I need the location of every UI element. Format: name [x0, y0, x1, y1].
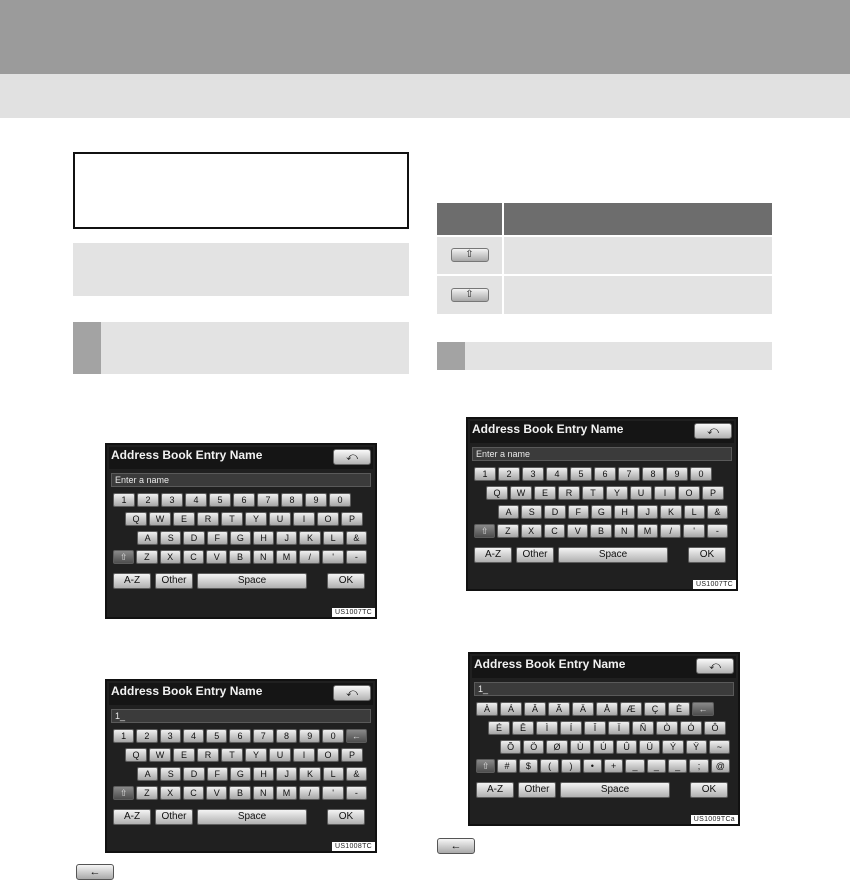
key-button[interactable]: 2	[137, 493, 159, 507]
key-button[interactable]: X	[160, 550, 181, 564]
key-button[interactable]: 4	[183, 729, 204, 743]
key-button[interactable]: I	[654, 486, 676, 500]
key-button[interactable]: +	[604, 759, 623, 773]
key-button[interactable]: 0	[322, 729, 343, 743]
image-code: US1007TC	[693, 580, 736, 589]
key-button[interactable]: K	[660, 505, 681, 519]
key-button[interactable]: 6	[229, 729, 250, 743]
key-button[interactable]: 7	[257, 493, 279, 507]
az-button[interactable]: A-Z	[113, 809, 151, 825]
key-button[interactable]: 6	[594, 467, 616, 481]
key-button[interactable]: M	[276, 786, 297, 800]
key-button[interactable]: Ì	[536, 721, 558, 735]
table-cell	[503, 275, 772, 314]
key-button[interactable]: L	[323, 767, 344, 781]
key-button[interactable]: 9	[299, 729, 320, 743]
key-button[interactable]: 1	[113, 729, 134, 743]
other-button[interactable]: Other	[155, 573, 193, 589]
space-button[interactable]: Space	[197, 809, 307, 825]
key-button[interactable]: Ø	[546, 740, 567, 754]
key-button[interactable]: -	[346, 786, 367, 800]
key-button[interactable]: 6	[233, 493, 255, 507]
key-button[interactable]: N	[253, 786, 274, 800]
key-button[interactable]: 7	[253, 729, 274, 743]
key-button[interactable]: Ï	[608, 721, 630, 735]
key-button[interactable]: È	[668, 702, 690, 716]
keyboard-screen-1	[105, 443, 377, 619]
screen-title: Address Book Entry Name	[111, 448, 263, 462]
backspace-key[interactable]: ←	[692, 702, 714, 716]
key-button[interactable]: 8	[281, 493, 303, 507]
shift-key[interactable]: ⇧	[113, 550, 134, 564]
image-code: US1007TC	[332, 608, 375, 617]
key-button[interactable]: _	[647, 759, 666, 773]
other-button[interactable]: Other	[518, 782, 556, 798]
key-button[interactable]: F	[568, 505, 589, 519]
key-button[interactable]: Â	[524, 702, 546, 716]
key-button[interactable]: Z	[136, 786, 157, 800]
key-button[interactable]: N	[253, 550, 274, 564]
key-button[interactable]: U	[630, 486, 652, 500]
key-button[interactable]: W	[510, 486, 532, 500]
table-header-cell	[503, 203, 772, 236]
key-button[interactable]: B	[229, 550, 250, 564]
name-input[interactable]: Enter a name	[472, 447, 732, 461]
back-button[interactable]: ⤺	[694, 423, 732, 439]
screen-title: Address Book Entry Name	[474, 657, 626, 671]
key-button[interactable]: S	[521, 505, 542, 519]
table-header-row	[437, 203, 772, 236]
key-button[interactable]: A	[137, 531, 158, 545]
key-button[interactable]: 5	[206, 729, 227, 743]
key-button[interactable]: É	[488, 721, 510, 735]
space-button[interactable]: Space	[560, 782, 670, 798]
key-button[interactable]: S	[160, 767, 181, 781]
name-input[interactable]: 1_	[474, 682, 734, 696]
other-button[interactable]: Other	[516, 547, 554, 563]
key-button[interactable]: '	[683, 524, 704, 538]
backspace-key[interactable]: ←	[346, 729, 367, 743]
key-button[interactable]: T	[582, 486, 604, 500]
shift-key[interactable]: ⇧	[474, 524, 495, 538]
icon-table	[437, 203, 772, 314]
key-button[interactable]: 2	[498, 467, 520, 481]
ok-button[interactable]: OK	[690, 782, 728, 798]
key-button[interactable]: X	[160, 786, 181, 800]
key-button[interactable]: Ó	[680, 721, 702, 735]
key-button[interactable]: L	[684, 505, 705, 519]
key-button[interactable]: Q	[486, 486, 508, 500]
key-button[interactable]: H	[614, 505, 635, 519]
key-button[interactable]: I	[293, 748, 315, 762]
step-bar-left	[73, 322, 409, 374]
key-button[interactable]: P	[702, 486, 724, 500]
screen-title: Address Book Entry Name	[111, 684, 263, 698]
key-button[interactable]: E	[173, 512, 195, 526]
key-button[interactable]: Ú	[593, 740, 614, 754]
table-header-cell	[437, 203, 503, 236]
key-button[interactable]: U	[269, 748, 291, 762]
key-button[interactable]: Õ	[500, 740, 521, 754]
key-button[interactable]: Ÿ	[686, 740, 707, 754]
key-button[interactable]: G	[230, 767, 251, 781]
key-button[interactable]: P	[341, 512, 363, 526]
az-button[interactable]: A-Z	[474, 547, 512, 563]
header-bar	[0, 0, 850, 74]
key-button[interactable]: A	[137, 767, 158, 781]
key-button[interactable]: Ü	[639, 740, 660, 754]
keyboard-screen-2	[105, 679, 377, 853]
key-button[interactable]: ;	[689, 759, 708, 773]
key-button[interactable]: I	[293, 512, 315, 526]
step-tab	[73, 322, 101, 374]
key-button[interactable]: R	[197, 748, 219, 762]
key-button[interactable]: P	[341, 748, 363, 762]
key-button[interactable]: Ö	[523, 740, 544, 754]
key-button[interactable]: J	[637, 505, 658, 519]
name-input[interactable]: 1_	[111, 709, 371, 723]
key-button[interactable]: W	[149, 512, 171, 526]
back-button[interactable]: ⤺	[333, 685, 371, 701]
key-button[interactable]: #	[497, 759, 516, 773]
key-button[interactable]: 8	[642, 467, 664, 481]
az-button[interactable]: A-Z	[113, 573, 151, 589]
key-button[interactable]: G	[591, 505, 612, 519]
ok-button[interactable]: OK	[327, 573, 365, 589]
key-button[interactable]: )	[561, 759, 580, 773]
key-button[interactable]: 0	[329, 493, 351, 507]
key-button[interactable]: Ê	[512, 721, 534, 735]
image-code: US1009TCa	[691, 815, 738, 824]
step-tab	[437, 342, 465, 370]
key-button[interactable]: Á	[500, 702, 522, 716]
ok-button[interactable]: OK	[327, 809, 365, 825]
key-button[interactable]: B	[229, 786, 250, 800]
space-button[interactable]: Space	[197, 573, 307, 589]
key-button[interactable]: G	[230, 531, 251, 545]
key-button[interactable]: '	[322, 550, 343, 564]
key-button[interactable]: Í	[560, 721, 582, 735]
key-button[interactable]: H	[253, 767, 274, 781]
key-button[interactable]: Q	[125, 748, 147, 762]
key-button[interactable]: D	[183, 767, 204, 781]
key-button[interactable]: Z	[136, 550, 157, 564]
screen-title: Address Book Entry Name	[472, 422, 624, 436]
key-button[interactable]: 9	[305, 493, 327, 507]
key-button[interactable]: A	[498, 505, 519, 519]
key-button[interactable]: Ä	[572, 702, 594, 716]
key-button[interactable]: J	[276, 767, 297, 781]
key-button[interactable]: K	[299, 531, 320, 545]
key-button[interactable]: L	[323, 531, 344, 545]
key-button[interactable]: C	[544, 524, 565, 538]
subheader-bar	[0, 74, 850, 118]
key-button[interactable]: /	[660, 524, 681, 538]
key-button[interactable]: &	[346, 531, 367, 545]
key-button[interactable]: Ñ	[632, 721, 654, 735]
key-button[interactable]: C	[183, 550, 204, 564]
key-button[interactable]: Y	[606, 486, 628, 500]
key-button[interactable]: &	[707, 505, 728, 519]
key-button[interactable]: Ý	[662, 740, 683, 754]
name-input[interactable]: Enter a name	[111, 473, 371, 487]
key-button[interactable]: V	[206, 550, 227, 564]
key-button[interactable]: R	[558, 486, 580, 500]
key-button[interactable]: 1	[113, 493, 135, 507]
key-button[interactable]: /	[299, 786, 320, 800]
key-button[interactable]: Ò	[656, 721, 678, 735]
outlined-box	[73, 152, 409, 229]
key-button[interactable]: R	[197, 512, 219, 526]
key-button[interactable]: 3	[161, 493, 183, 507]
shift-icon: ⇧	[451, 288, 489, 302]
keyboard-screen-4	[468, 652, 740, 826]
key-button[interactable]: E	[173, 748, 195, 762]
shift-key[interactable]: ⇧	[113, 786, 134, 800]
table-row	[437, 275, 772, 314]
key-button[interactable]: 3	[160, 729, 181, 743]
key-button[interactable]: 5	[209, 493, 231, 507]
key-button[interactable]: S	[160, 531, 181, 545]
image-code: US1008TC	[332, 842, 375, 851]
key-button[interactable]: Ù	[570, 740, 591, 754]
key-button[interactable]: '	[322, 786, 343, 800]
key-button[interactable]: 0	[690, 467, 712, 481]
key-button[interactable]: H	[253, 531, 274, 545]
key-button[interactable]: J	[276, 531, 297, 545]
key-button[interactable]: ~	[709, 740, 730, 754]
key-button[interactable]: B	[590, 524, 611, 538]
backspace-icon: ←	[76, 864, 114, 880]
key-button[interactable]: D	[544, 505, 565, 519]
key-button[interactable]: F	[207, 531, 228, 545]
key-button[interactable]: Q	[125, 512, 147, 526]
shift-icon: ⇧	[451, 248, 489, 262]
key-button[interactable]: 2	[136, 729, 157, 743]
key-button[interactable]: Å	[596, 702, 618, 716]
table-cell	[437, 236, 503, 275]
key-button[interactable]: V	[567, 524, 588, 538]
table-cell	[503, 236, 772, 275]
key-button[interactable]: 9	[666, 467, 688, 481]
az-button[interactable]: A-Z	[476, 782, 514, 798]
key-button[interactable]: T	[221, 512, 243, 526]
key-button[interactable]: Z	[497, 524, 518, 538]
keyboard-screen-3	[466, 417, 738, 591]
key-button[interactable]: Ç	[644, 702, 666, 716]
key-button[interactable]: O	[678, 486, 700, 500]
key-button[interactable]: W	[149, 748, 171, 762]
key-button[interactable]: T	[221, 748, 243, 762]
back-button[interactable]: ⤺	[696, 658, 734, 674]
key-button[interactable]: 7	[618, 467, 640, 481]
key-button[interactable]: _	[625, 759, 644, 773]
key-button[interactable]: Y	[245, 748, 267, 762]
key-button[interactable]: E	[534, 486, 556, 500]
key-button[interactable]: Ô	[704, 721, 726, 735]
key-button[interactable]: -	[707, 524, 728, 538]
key-button[interactable]: Î	[584, 721, 606, 735]
key-button[interactable]: Û	[616, 740, 637, 754]
key-button[interactable]: O	[317, 748, 339, 762]
key-button[interactable]: 8	[276, 729, 297, 743]
backspace-icon: ←	[437, 838, 475, 854]
key-button[interactable]: F	[207, 767, 228, 781]
key-button[interactable]: Æ	[620, 702, 642, 716]
key-button[interactable]: M	[637, 524, 658, 538]
key-button[interactable]: Y	[245, 512, 267, 526]
space-button[interactable]: Space	[558, 547, 668, 563]
other-button[interactable]: Other	[155, 809, 193, 825]
key-button[interactable]: 3	[522, 467, 544, 481]
key-button[interactable]: 4	[185, 493, 207, 507]
key-button[interactable]: •	[583, 759, 602, 773]
back-button[interactable]: ⤺	[333, 449, 371, 465]
key-button[interactable]: U	[269, 512, 291, 526]
key-button[interactable]: &	[346, 767, 367, 781]
key-button[interactable]: À	[476, 702, 498, 716]
key-button[interactable]: V	[206, 786, 227, 800]
key-button[interactable]: _	[668, 759, 687, 773]
key-button[interactable]: N	[614, 524, 635, 538]
key-button[interactable]: /	[299, 550, 320, 564]
key-button[interactable]: 1	[474, 467, 496, 481]
key-button[interactable]: X	[521, 524, 542, 538]
key-button[interactable]: (	[540, 759, 559, 773]
key-button[interactable]: $	[519, 759, 538, 773]
section-bar	[73, 243, 409, 296]
key-button[interactable]: @	[711, 759, 730, 773]
key-button[interactable]: 4	[546, 467, 568, 481]
key-button[interactable]: M	[276, 550, 297, 564]
key-button[interactable]: 5	[570, 467, 592, 481]
key-button[interactable]: O	[317, 512, 339, 526]
key-button[interactable]: K	[299, 767, 320, 781]
table-row	[437, 236, 772, 275]
table-cell	[437, 275, 503, 314]
key-button[interactable]: D	[183, 531, 204, 545]
key-button[interactable]: C	[183, 786, 204, 800]
step-bar-right	[437, 342, 772, 370]
shift-key[interactable]: ⇧	[476, 759, 495, 773]
key-button[interactable]: Ã	[548, 702, 570, 716]
key-button[interactable]: -	[346, 550, 367, 564]
ok-button[interactable]: OK	[688, 547, 726, 563]
